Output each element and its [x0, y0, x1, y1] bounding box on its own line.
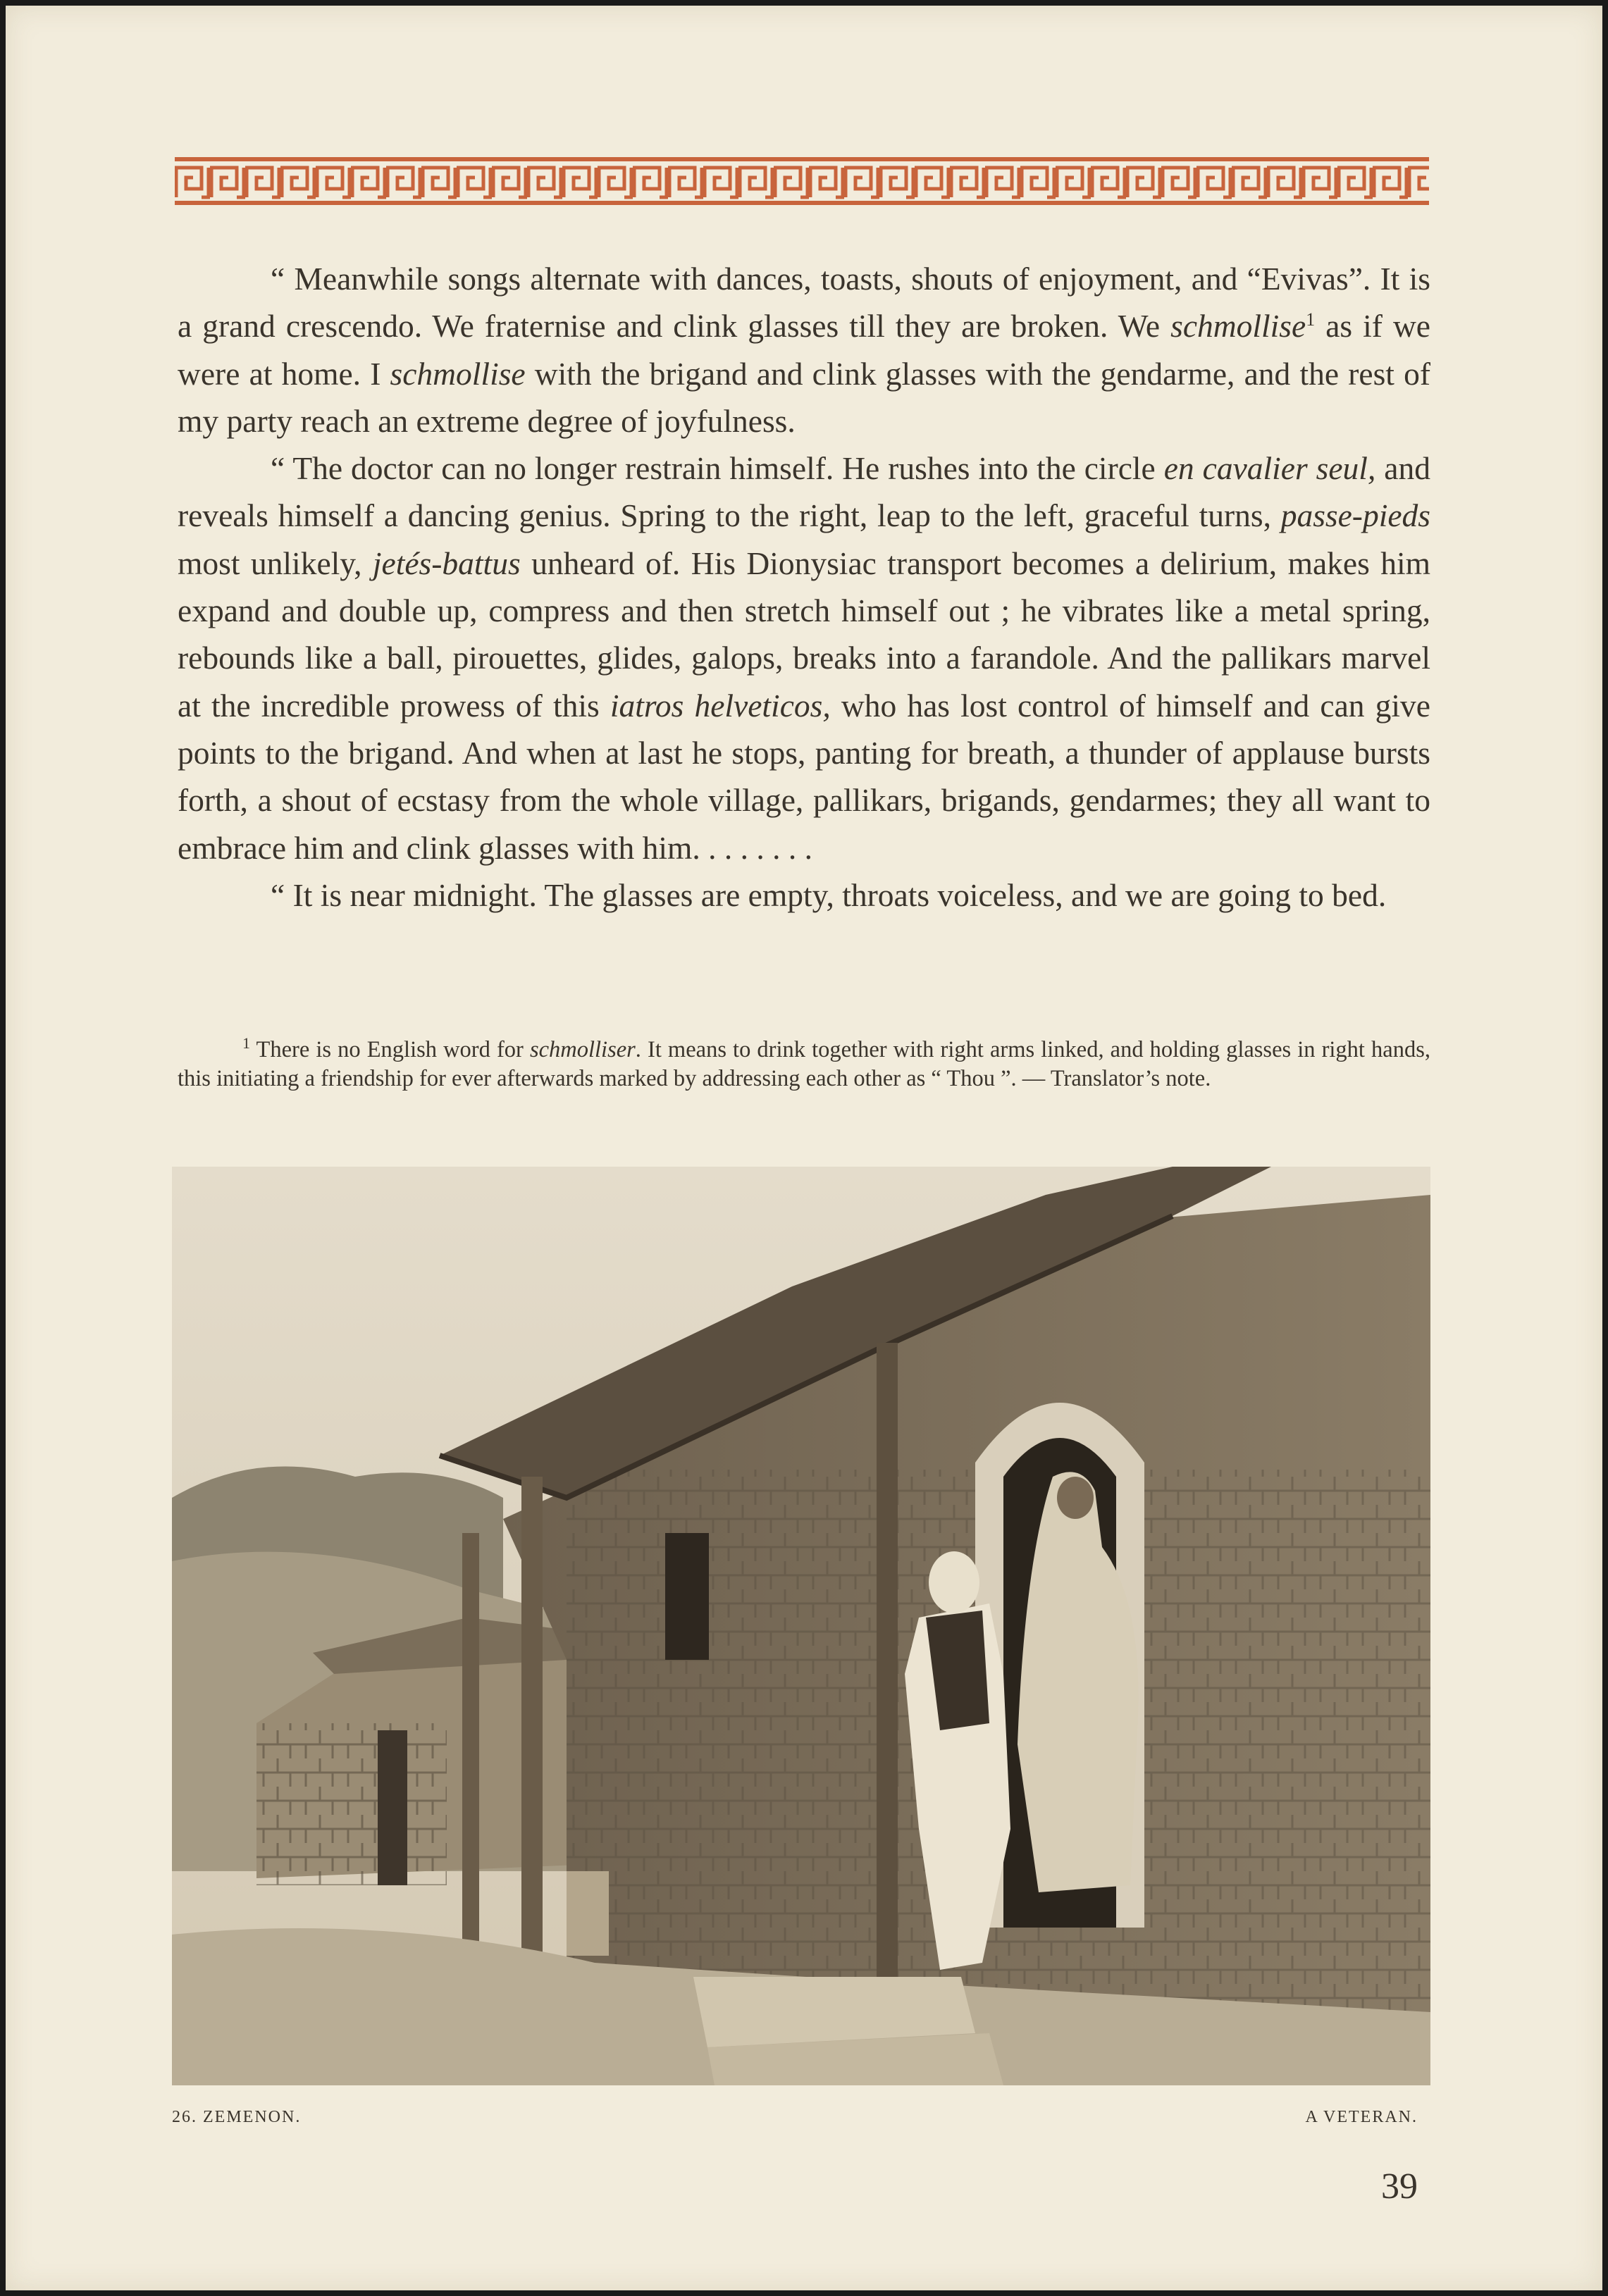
paragraph-2: “ The doctor can no longer restrain himself. He rushes into the circle en cavalier seul, and reveals himself a dancing genius. Spring to the right, leap to the left, graceful turns, passe-pieds most unlikely, jetés-battus unheard of. His Dionysiac transport becomes a delirium, makes him expand and double up, compress and then stretch himself out ; he vibrates like a metal spring, rebounds like a ball, pirouettes, glides, galops, breaks into a farandole. And the pallikars marvel at the incredible prowess of this iatros helveticos, who has lost control of himself and can give points to the brigand. And when at last he stops, panting for breath, a thunder of applause bursts forth, a shout of ecstasy from the whole village, pallikars, brigands, gendarmes; they all want to embrace him and clink glasses with him. . . . . . . .	[178, 450, 1430, 866]
caption-location: 26. ZEMENON.	[172, 2108, 302, 2126]
footnote-ref: 1	[1306, 309, 1316, 330]
greek-key-border	[175, 156, 1429, 206]
book-page	[6, 6, 1602, 2290]
caption-title: A VETERAN.	[1305, 2108, 1418, 2126]
paragraph-1: “ Meanwhile songs alternate with dances, toasts, shouts of enjoyment, and “Evivas”. It is a grand crescendo. We fraternise and clink glasses till they are broken. We schmollise$^1$ as if we were at home. I schmollise with the brigand and clink glasses with the gendarme, and the rest of my party reach an extreme degree of joyfulness.	[178, 261, 1430, 439]
main-text	[178, 255, 1430, 919]
page-number: 39	[1381, 2166, 1418, 2207]
paragraph-3: “ It is near midnight. The glasses are empty, throats voiceless, and we are going to bed.	[271, 876, 1387, 913]
photograph-veteran	[172, 1167, 1430, 2085]
footnote: $^1$ There is no English word for schmolliser. It means to drink together with right arms linked, and holding glasses in right hands, this initiating a friendship for ever afterwards marked by addressing each other as “ Thou ”. — Translator’s note.	[178, 1034, 1430, 1091]
